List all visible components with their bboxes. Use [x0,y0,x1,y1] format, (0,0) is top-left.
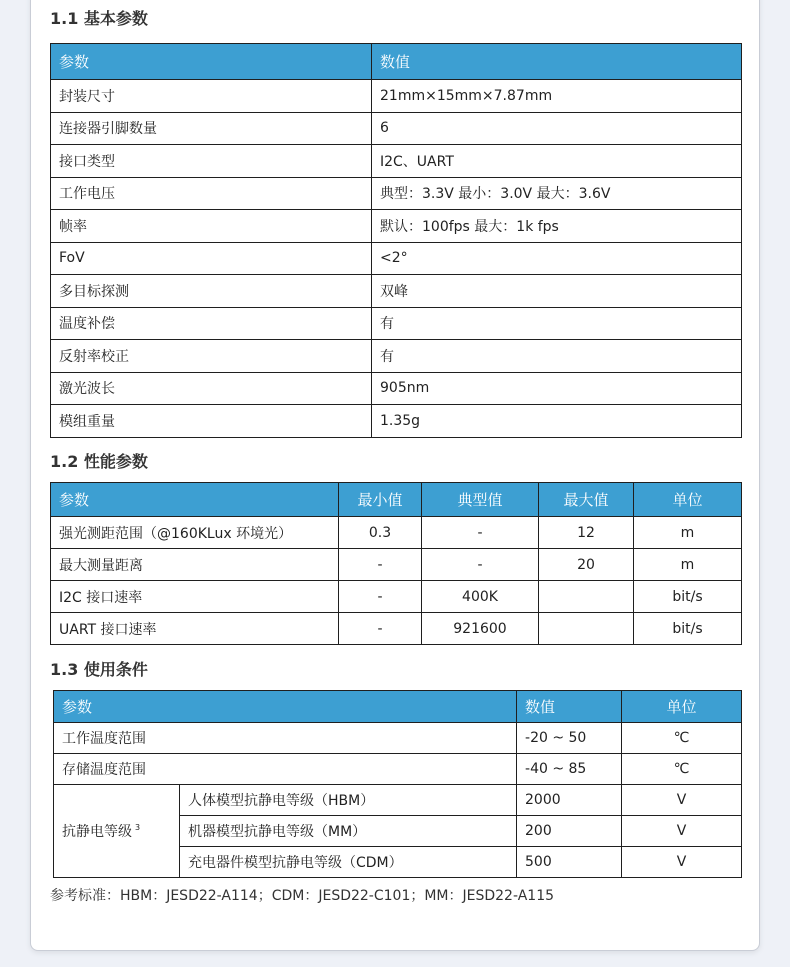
param-cell: 激光波长 [51,372,372,405]
table-row [51,80,742,113]
value-cell: 典型：3.3V 最小：3.0V 最大：3.6V [372,177,742,210]
header-cell-value: 数值 [517,691,622,723]
footnote-marker: 3 [135,823,141,833]
header-cell-param: 参数 [51,44,372,80]
header-cell-unit: 单位 [634,483,742,517]
table-row [51,242,742,275]
table-row [51,613,742,645]
value-cell: <2° [372,242,742,275]
max-cell [539,613,634,645]
header-cell-min: 最小值 [339,483,422,517]
param-cell: 存储温度范围 [54,754,517,785]
param-cell: 机器模型抗静电等级（MM） [180,816,517,847]
param-cell: 封装尺寸 [51,80,372,113]
table-row [51,340,742,373]
value-cell: 200 [517,816,622,847]
table-row [51,112,742,145]
param-cell: I2C 接口速率 [51,581,339,613]
param-cell: 强光测距范围（@160KLux 环境光） [51,517,339,549]
section-title-basic-params: 1.1 基本参数 [50,9,148,28]
min-cell: - [339,581,422,613]
table-header-row [54,691,742,723]
value-cell: 有 [372,307,742,340]
min-cell: - [339,549,422,581]
value-cell: -40 ~ 85 [517,754,622,785]
esd-label: 抗静电等级 [62,824,132,840]
value-cell: 1.35g [372,405,742,438]
header-cell-unit: 单位 [622,691,742,723]
esd-group-cell [54,785,180,878]
param-cell: FoV [51,242,372,275]
typ-cell: 400K [422,581,539,613]
table-row [51,145,742,178]
param-cell: 充电器件模型抗静电等级（CDM） [180,847,517,878]
max-cell: 20 [539,549,634,581]
table-row [51,210,742,243]
min-cell: - [339,613,422,645]
value-cell: 21mm×15mm×7.87mm [372,80,742,113]
table-row [51,177,742,210]
unit-cell: V [622,847,742,878]
typ-cell: - [422,517,539,549]
min-cell: 0.3 [339,517,422,549]
section-title-performance-params: 1.2 性能参数 [50,452,148,471]
value-cell: 默认：100fps 最大：1k fps [372,210,742,243]
unit-cell: ℃ [622,723,742,754]
value-cell: 500 [517,847,622,878]
value-cell: -20 ~ 50 [517,723,622,754]
value-cell: 6 [372,112,742,145]
unit-cell: m [634,517,742,549]
param-cell: 反射率校正 [51,340,372,373]
unit-cell: bit/s [634,581,742,613]
value-cell: 2000 [517,785,622,816]
table-row [51,307,742,340]
operating-conditions-table [53,690,742,878]
table-row [51,275,742,308]
header-cell-typ: 典型值 [422,483,539,517]
table-row [54,754,742,785]
param-cell: UART 接口速率 [51,613,339,645]
table-row [51,517,742,549]
param-cell: 工作温度范围 [54,723,517,754]
param-cell: 连接器引脚数量 [51,112,372,145]
param-cell: 帧率 [51,210,372,243]
table-row [51,372,742,405]
table-header-row [51,483,742,517]
table-row [51,549,742,581]
table-row [51,581,742,613]
param-cell: 模组重量 [51,405,372,438]
value-cell: I2C、UART [372,145,742,178]
header-cell-param: 参数 [54,691,517,723]
unit-cell: V [622,816,742,847]
max-cell: 12 [539,517,634,549]
header-cell-value: 数值 [372,44,742,80]
typ-cell: 921600 [422,613,539,645]
performance-params-table [50,482,742,645]
value-cell: 905nm [372,372,742,405]
value-cell: 有 [372,340,742,373]
param-cell: 人体模型抗静电等级（HBM） [180,785,517,816]
param-cell: 最大测量距离 [51,549,339,581]
header-cell-param: 参数 [51,483,339,517]
unit-cell: m [634,549,742,581]
param-cell: 接口类型 [51,145,372,178]
table-header-row [51,44,742,80]
max-cell [539,581,634,613]
typ-cell: - [422,549,539,581]
table-row [51,405,742,438]
param-cell: 多目标探测 [51,275,372,308]
value-cell: 双峰 [372,275,742,308]
section-title-operating-conditions: 1.3 使用条件 [50,660,148,679]
reference-standards-note: 参考标准：HBM：JESD22-A114；CDM：JESD22-C101；MM：JESD22-A115 [50,888,555,904]
basic-params-table [50,43,742,438]
unit-cell: bit/s [634,613,742,645]
header-cell-max: 最大值 [539,483,634,517]
param-cell: 工作电压 [51,177,372,210]
param-cell: 温度补偿 [51,307,372,340]
table-row [54,785,742,816]
unit-cell: ℃ [622,754,742,785]
unit-cell: V [622,785,742,816]
table-row [54,723,742,754]
